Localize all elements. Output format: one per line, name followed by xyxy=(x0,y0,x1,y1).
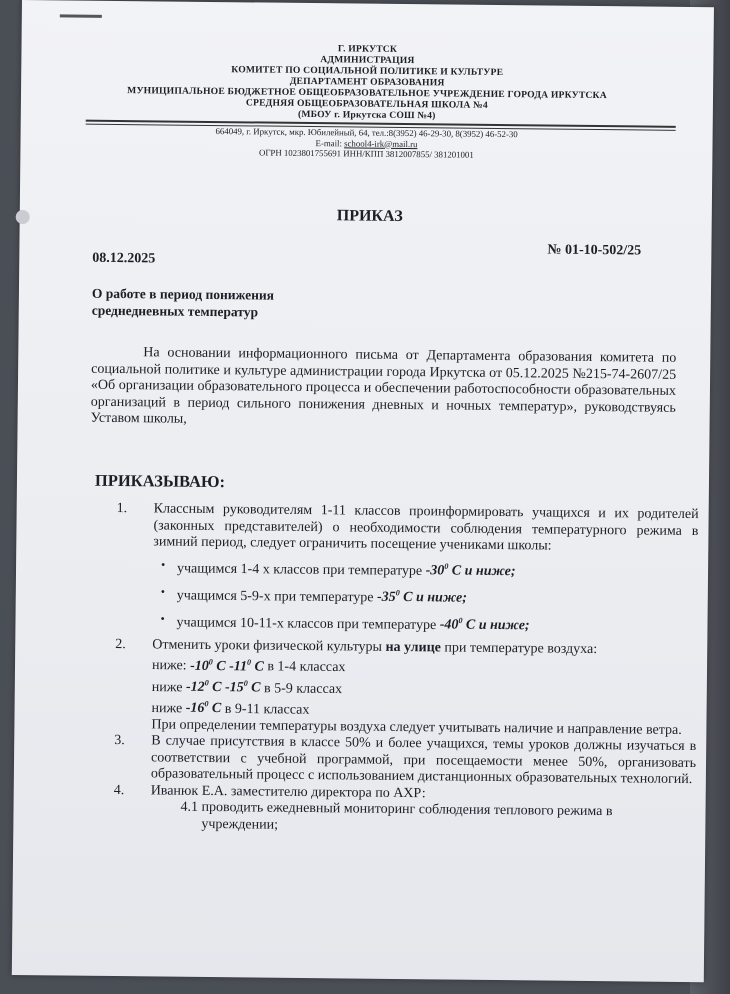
letterhead-line: Г. ИРКУТСК xyxy=(337,43,398,55)
email-label: E-mail: xyxy=(315,137,342,148)
pen-mark xyxy=(60,14,102,17)
order-item-3 xyxy=(114,733,696,789)
sub-item-number: 4.1 xyxy=(180,800,199,816)
order-item-4 xyxy=(113,783,695,839)
sub-item-4-1 xyxy=(150,800,695,839)
subject-line: среднедневных температур xyxy=(91,302,259,320)
document-title: ПРИКАЗ xyxy=(336,207,403,225)
item-number: 2. xyxy=(115,636,126,653)
order-number: № 01-10-502/25 xyxy=(547,242,642,259)
list-item: • учащимся 1-4 х классов при температуре $-30^0$ С и ниже; xyxy=(153,556,698,583)
ogrn-line: ОГРН 1023801755691 ИНН/КПП 3812007855/ 381201001 xyxy=(258,147,474,160)
item-text: Классным руководителям 1-11 классов проинформировать учащихся и их родителей (законных представителей) о необходимости соблюдения температурного режима в зимний период, следует ограничить посещение учениками школы: xyxy=(153,501,699,554)
email-link[interactable]: school4-irk@mail.ru xyxy=(344,137,418,149)
wind-note: При определении температуры воздуха следует учитывать наличие и направление ветра. xyxy=(151,717,682,738)
order-heading: ПРИКАЗЫВАЮ: xyxy=(94,470,226,492)
subject-line: О работе в период понижения xyxy=(91,285,275,303)
temp-value: $-35^0$ С и ниже; xyxy=(376,588,467,607)
contact-block xyxy=(20,124,712,163)
item-number: 4. xyxy=(113,782,125,799)
document-sheet xyxy=(12,0,714,982)
temp-value: $-30^0$ С и ниже; xyxy=(425,561,516,580)
letterhead-line: (МБОУ г. Иркутска СОШ №4) xyxy=(297,108,436,122)
letterhead xyxy=(21,40,714,124)
letterhead-line: КОМИТЕТ ПО СОЦИАЛЬНОЙ ПОЛИТИКЕ И КУЛЬТУРЕ xyxy=(231,64,504,79)
sub-item-continuation: учреждении; xyxy=(201,816,279,833)
postal-address: 664049, г. Иркутск, мкр. Юбилейный, 64, тел.:8(3952) 46-29-30, 8(3952) 46-52-30 xyxy=(215,126,518,140)
temp-row: ниже: $-10^0$ С $-11^0$ С в 1-4 классах xyxy=(151,657,346,676)
temp-value: $-40^0$ С и ниже; xyxy=(439,616,530,634)
letterhead-line: СРЕДНЯЯ ОБЩЕОБРАЗОВАТЕЛЬНАЯ ШКОЛА №4 xyxy=(245,97,488,111)
sub-item-text: проводить ежедневный мониторинг соблюдения теплового режима в xyxy=(201,800,613,820)
item-number: 1. xyxy=(116,501,128,517)
item-text: Иванюк Е.А. заместителю директора по АХР: xyxy=(150,783,426,802)
order-items xyxy=(113,501,698,839)
letterhead-line: МУНИЦИПАЛЬНОЕ БЮДЖЕТНОЕ ОБЩЕОБРАЗОВАТЕЛЬНОЕ УЧРЕЖДЕНИЕ ГОРОДА ИРКУТСКА xyxy=(127,85,607,102)
order-subject xyxy=(92,285,274,321)
preamble-paragraph: На основании информационного письма от Департамента образования комитета по социальной политике и культуре администрации города Иркутска от 05.12.2025 №215-74-2607/25 «Об организации образовательного процесса и обеспечении работоспособности образовательных организаций в период сильного понижения дневных и ночных температур», руководствуясь Уставом школы, xyxy=(90,345,677,427)
letterhead-line: ДЕПАРТАМЕНТ ОБРАЗОВАНИЯ xyxy=(289,75,445,89)
order-date: 08.12.2025 xyxy=(92,250,156,267)
order-item-1 xyxy=(115,501,698,637)
letterhead-line: АДМИНИСТРАЦИЯ xyxy=(320,54,415,67)
order-item-2 xyxy=(114,637,697,740)
item-text: Отменить уроки физической культуры на улице при температуре воздуха: xyxy=(152,637,598,658)
temp-row: ниже $-12^0$ С $-15^0$ С в 5-9 классах xyxy=(151,678,343,697)
item-text: В случае присутствия в классе 50% и более учащихся, темы уроков должны изучаться в соответствии с учебной программой, при посещаемости менее 50%, организовать образовательный процесс с использованием дистанционных образовательных технологий. xyxy=(150,733,697,788)
list-item: • учащимся 10-11-х классов при температуре $-40^0$ С и ниже; xyxy=(152,610,697,637)
item-number: 3. xyxy=(114,733,125,749)
list-item: • учащимся 5-9-х при температуре $-35^0$ С и ниже; xyxy=(153,583,698,610)
temp-row: ниже $-16^0$ С в 9-11 классах xyxy=(151,699,310,718)
